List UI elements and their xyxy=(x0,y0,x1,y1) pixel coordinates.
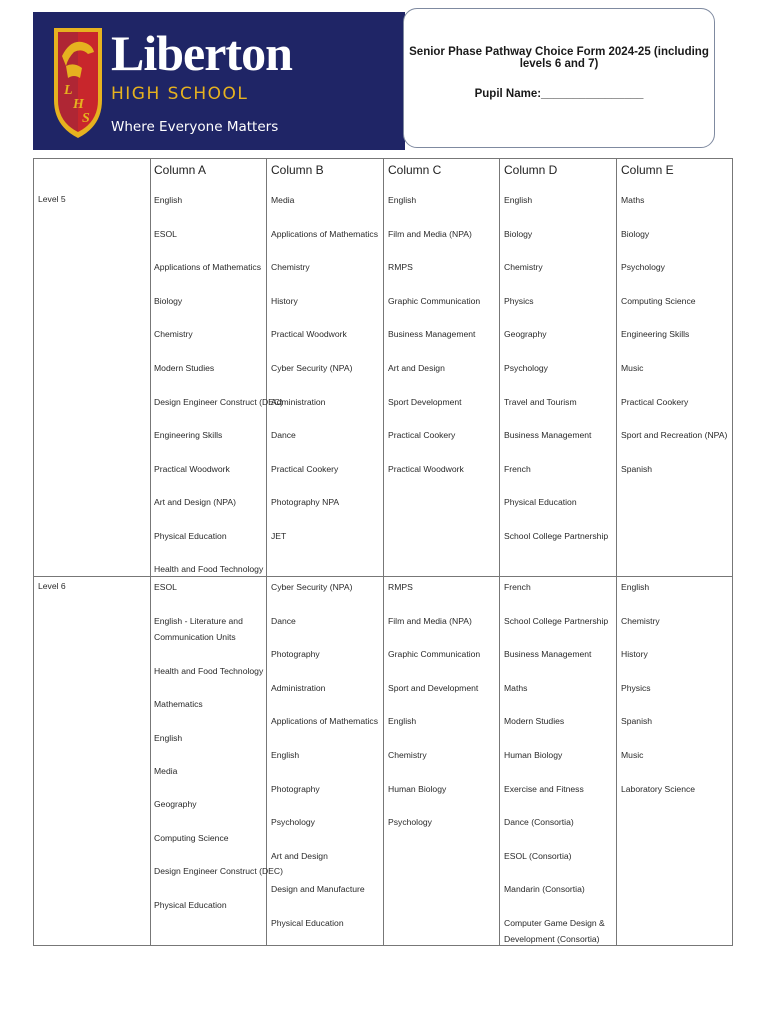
table-cell: History xyxy=(621,649,648,660)
table-cell: English xyxy=(271,750,300,760)
school-name: Liberton xyxy=(111,25,292,81)
table-cell: Business Management xyxy=(388,329,476,340)
table-cell: Art and Design xyxy=(388,363,445,373)
table-cell: Film and Media (NPA) xyxy=(388,615,472,626)
school-banner xyxy=(33,12,405,150)
table-cell: Development (Consortia) xyxy=(504,934,600,944)
table-cell: Practical Woodwork xyxy=(154,463,230,474)
table-cell: RMPS xyxy=(388,262,413,273)
table-cell: Computer Game Design & xyxy=(504,918,605,928)
table-cell: French xyxy=(504,582,531,592)
table-cell: Media xyxy=(154,766,178,776)
table-cell: JET xyxy=(271,531,287,541)
table-cell: Physical Education xyxy=(154,900,227,910)
table-cell: Art and Design (NPA) xyxy=(154,497,236,508)
table-cell: Engineering Skills xyxy=(621,329,690,340)
table-cell: Maths xyxy=(504,682,528,693)
table-cell: ESOL xyxy=(154,228,177,239)
table-cell: Maths xyxy=(621,195,645,205)
table-cell: Cyber Security (NPA) xyxy=(271,363,353,373)
table-cell: English xyxy=(154,195,183,205)
table-cell: Engineering Skills xyxy=(154,430,223,441)
table-cell: Dance xyxy=(271,430,296,441)
column-header-e: Column E xyxy=(621,163,674,177)
table-cell: Art and Design xyxy=(271,850,328,861)
table-cell: Chemistry xyxy=(388,750,427,760)
table-cell: Health and Food Technology xyxy=(154,666,264,676)
table-cell: Design Engineer Construct (DEC) xyxy=(154,396,283,407)
column-header-c: Column C xyxy=(388,163,442,177)
level-5-label: Level 5 xyxy=(38,194,66,204)
table-cell: Biology xyxy=(621,228,650,239)
table-cell: Practical Woodwork xyxy=(271,329,347,340)
table-cell: Practical Cookery xyxy=(388,430,456,441)
table-cell: ESOL xyxy=(154,582,177,592)
table-cell: Psychology xyxy=(388,817,432,828)
table-cell: Modern Studies xyxy=(154,363,215,373)
table-cell: Applications of Mathematics xyxy=(271,228,378,239)
table-cell: Graphic Communication xyxy=(388,295,481,306)
col-line xyxy=(33,158,34,946)
col-line xyxy=(732,158,733,946)
column-header-b: Column B xyxy=(271,163,324,177)
form-title-box xyxy=(403,8,715,148)
table-cell: Practical Cookery xyxy=(621,396,689,407)
table-cell: ESOL (Consortia) xyxy=(504,850,572,861)
table-cell: Physical Education xyxy=(154,531,227,541)
school-crest-icon xyxy=(52,22,104,140)
table-cell: Chemistry xyxy=(271,262,310,273)
form-title: Senior Phase Pathway Choice Form 2024-25 (including levels 6 and 7) xyxy=(409,46,709,70)
table-cell: Photography NPA xyxy=(271,497,340,508)
table-cell: English xyxy=(504,195,533,205)
table-cell: Health and Food Technology xyxy=(154,564,264,574)
table-cell: English xyxy=(154,733,183,743)
table-cell: Physics xyxy=(621,682,651,693)
table-cell: Exercise and Fitness xyxy=(504,783,584,794)
school-motto: Where Everyone Matters xyxy=(111,119,279,135)
table-cell: Business Management xyxy=(504,649,592,660)
table-cell: Psychology xyxy=(504,363,548,373)
table-cell: Applications of Mathematics xyxy=(271,716,378,727)
svg-text:H: H xyxy=(73,97,84,112)
table-cell: Practical Cookery xyxy=(271,463,339,474)
table-cell: School College Partnership xyxy=(504,531,609,541)
table-cell: Music xyxy=(621,363,644,373)
table-cell: Psychology xyxy=(621,262,665,273)
table-cell: Mathematics xyxy=(154,699,203,709)
table-cell: Biology xyxy=(504,228,533,239)
table-cell: History xyxy=(271,295,298,306)
table-cell: Travel and Tourism xyxy=(504,396,577,407)
table-cell: French xyxy=(504,463,531,474)
table-cell: Physics xyxy=(504,295,534,306)
table-cell: Media xyxy=(271,195,295,205)
table-cell: Spanish xyxy=(621,463,653,474)
col-line xyxy=(266,158,267,946)
table-cell: Geography xyxy=(504,329,547,340)
column-header-d: Column D xyxy=(504,163,558,177)
table-cell: Business Management xyxy=(504,430,592,441)
table-cell: Administration xyxy=(271,396,326,407)
table-cell: English xyxy=(388,195,417,205)
col-line xyxy=(383,158,384,946)
pathway-table xyxy=(33,158,733,946)
table-cell: Photography xyxy=(271,783,320,794)
table-cell: English - Literature and xyxy=(154,616,243,626)
table-cell: Chemistry xyxy=(621,615,660,626)
table-cell: Dance (Consortia) xyxy=(504,817,574,828)
table-cell: Human Biology xyxy=(388,783,447,794)
table-cell: Sport Development xyxy=(388,396,462,407)
table-cell: Computing Science xyxy=(621,295,696,306)
table-cell: Film and Media (NPA) xyxy=(388,228,472,239)
table-cell: Dance xyxy=(271,615,296,626)
col-line xyxy=(499,158,500,946)
table-cell: Graphic Communication xyxy=(388,649,481,660)
table-cell: Chemistry xyxy=(154,329,193,340)
table-cell: School College Partnership xyxy=(504,615,609,626)
table-cell: Computing Science xyxy=(154,833,229,843)
table-cell: Human Biology xyxy=(504,750,563,760)
table-cell: Spanish xyxy=(621,716,653,727)
table-cell: Administration xyxy=(271,682,326,693)
table-cell: Mandarin (Consortia) xyxy=(504,884,585,895)
table-cell: Physical Education xyxy=(271,918,344,928)
svg-text:L: L xyxy=(64,83,73,98)
table-cell: Design Engineer Construct (DEC) xyxy=(154,866,283,876)
column-header-a: Column A xyxy=(154,163,207,177)
table-cell: Applications of Mathematics xyxy=(154,262,261,273)
table-cell: Physical Education xyxy=(504,497,577,508)
table-cell: RMPS xyxy=(388,582,413,592)
col-line xyxy=(616,158,617,946)
table-cell: Photography xyxy=(271,649,320,660)
pupil-name-field[interactable]: Pupil Name:________________ xyxy=(474,88,644,100)
table-cell: Practical Woodwork xyxy=(388,463,464,474)
table-cell: Cyber Security (NPA) xyxy=(271,582,353,592)
table-cell: Geography xyxy=(154,799,197,809)
table-cell: English xyxy=(388,716,417,727)
school-type: HIGH SCHOOL xyxy=(111,84,249,104)
table-cell: Chemistry xyxy=(504,262,543,273)
table-cell: Sport and Development xyxy=(388,682,479,693)
table-cell: Design and Manufacture xyxy=(271,884,365,895)
table-cell: Biology xyxy=(154,295,183,306)
table-cell: Sport and Recreation (NPA) xyxy=(621,430,728,441)
table-cell: Psychology xyxy=(271,817,315,828)
table-cell: Laboratory Science xyxy=(621,783,696,794)
table-cell: Modern Studies xyxy=(504,716,565,727)
table-cell: Communication Units xyxy=(154,632,236,642)
table-cell: Music xyxy=(621,750,644,760)
level-6-label: Level 6 xyxy=(38,581,66,591)
table-cell: English xyxy=(621,582,650,592)
col-line xyxy=(150,158,151,946)
svg-text:S: S xyxy=(82,111,90,126)
